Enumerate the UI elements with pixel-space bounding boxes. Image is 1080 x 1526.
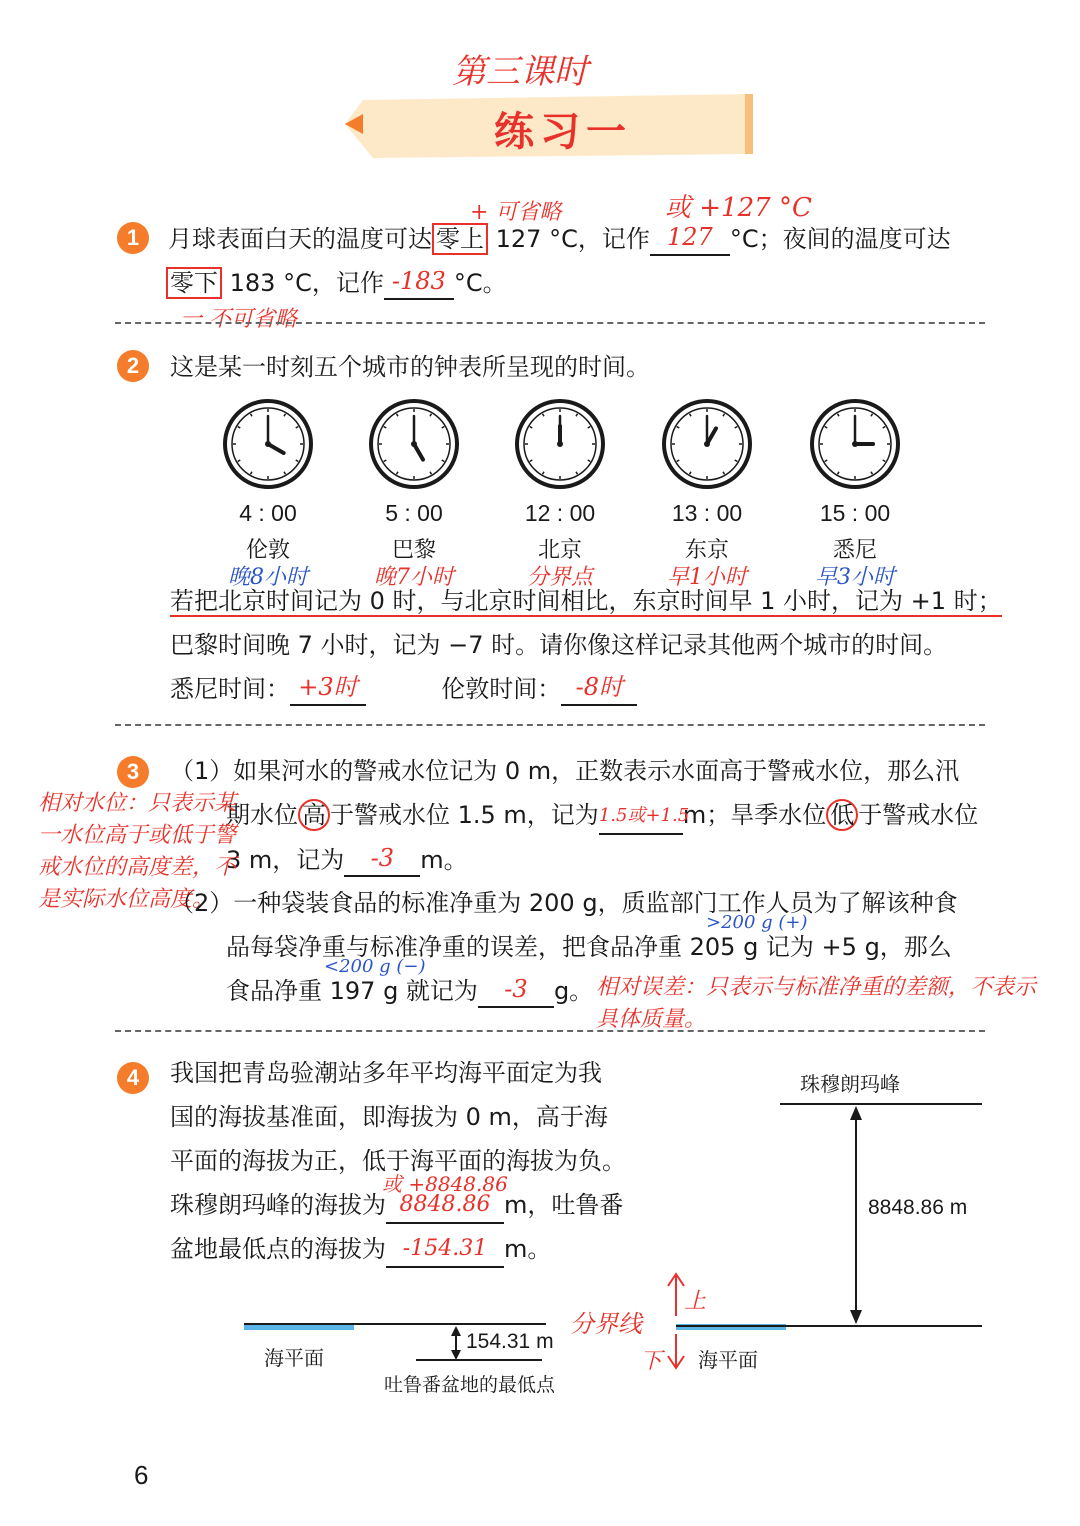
- basin-answer-blank[interactable]: -154.31: [386, 1234, 504, 1268]
- question-4-number: 4: [117, 1062, 149, 1094]
- q1-box-above-zero: 零上: [432, 223, 488, 255]
- note-divider-line: 分界线: [570, 1310, 642, 1338]
- clock-city: 伦敦: [245, 538, 290, 563]
- clock-time: 5 : 00: [385, 500, 443, 526]
- q4-line2: 国的海拔基准面，即海拔为 0 m，高于海: [170, 1103, 608, 1131]
- q2-answers: 悉尼时间： +3时 伦敦时间： -8时: [170, 674, 637, 706]
- banner-title: 练习一: [494, 108, 632, 155]
- note-or-plus-everest: 或 +8848.86: [382, 1172, 508, 1196]
- basin-depth: 154.31 m: [466, 1330, 554, 1353]
- clock-time: 13 : 00: [671, 500, 743, 526]
- clock-note: 早3小时: [815, 565, 895, 590]
- q1-answer2-blank[interactable]: -183: [384, 268, 454, 300]
- q3-answer2-blank[interactable]: -3: [344, 845, 420, 877]
- clock-city: 巴黎: [391, 538, 436, 563]
- everest-answer-blank[interactable]: 8848.86: [386, 1190, 504, 1224]
- clock-city: 北京: [537, 538, 582, 563]
- clock-note: 分界点: [526, 565, 593, 590]
- q4-line4: 珠穆朗玛峰的海拔为 8848.86 m，吐鲁番: [170, 1190, 623, 1224]
- note-plus-omit: + 可省略: [470, 200, 562, 225]
- everest-label: 珠穆朗玛峰: [800, 1072, 900, 1096]
- circle-low: 低: [826, 799, 858, 831]
- q2-intro: 这是某一时刻五个城市的钟表所呈现的时间。: [170, 353, 650, 381]
- lesson-label: 第三课时: [452, 52, 588, 92]
- q2-para1: 若把北京时间记为 0 时，与北京时间相比，东京时间早 1 小时，记为 +1 时；: [170, 587, 1002, 615]
- page-number: 6: [134, 1460, 149, 1490]
- clock-face: [222, 398, 314, 490]
- sea-level-left: 海平面: [264, 1346, 324, 1370]
- q2-para2: 巴黎时间晚 7 小时，记为 −7 时。请你像这样记录其他两个城市的时间。: [170, 631, 948, 659]
- london-answer-blank[interactable]: -8时: [561, 674, 637, 706]
- q3-answer3-blank[interactable]: -3: [478, 976, 554, 1008]
- question-1-number: 1: [117, 222, 149, 254]
- q1-line1: 月球表面白天的温度可达 零上 127 °C，记作 127 °C；夜间的温度可达: [168, 224, 951, 256]
- q1-line2: 零下 183 °C，记作 -183 °C。: [166, 268, 507, 300]
- note-relative-water-level: 相对水位：只表示某一水位高于或低于警戒水位的高度差，不是实际水位高度。: [38, 791, 237, 912]
- clock-note: 早1小时: [667, 565, 747, 590]
- clock-note: 晚7小时: [374, 565, 454, 590]
- q4-line1: 我国把青岛验潮站多年平均海平面定为我: [170, 1059, 602, 1087]
- question-2-number: 2: [117, 350, 149, 382]
- clock-face: [661, 398, 753, 490]
- sydney-answer-blank[interactable]: +3时: [290, 674, 366, 706]
- clock-note: 晚8小时: [228, 565, 308, 590]
- divider-1: [115, 322, 985, 324]
- divider-3: [115, 1030, 985, 1032]
- q4-line5: 盆地最低点的海拔为 -154.31 m。: [170, 1234, 551, 1268]
- q1-box-below-zero: 零下: [166, 267, 222, 299]
- clock-face: [809, 398, 901, 490]
- q3-answer1-blank[interactable]: 1.5或+1.5: [599, 800, 683, 835]
- note-down: 下: [640, 1349, 663, 1374]
- q3-p1-line3: 3 m，记为 -3 m。: [226, 845, 468, 877]
- q4-line3: 平面的海拔为正，低于海平面的海拔为负。: [170, 1147, 626, 1175]
- q3-p2-line2: 品每袋净重与标准净重的误差，把食品净重 205 g 记为 +5 g，那么: [226, 933, 952, 961]
- sea-level-right: 海平面: [698, 1348, 758, 1372]
- circle-high: 高: [298, 799, 330, 831]
- note-or-plus: 或 +127 °C: [665, 193, 812, 223]
- altitude-diagram: [230, 1080, 990, 1400]
- clock-time: 12 : 00: [524, 500, 596, 526]
- basin-label: 吐鲁番盆地的最低点: [384, 1374, 556, 1396]
- note-up: 上: [684, 1289, 707, 1314]
- q3-p1-line2: 期水位 高 于警戒水位 1.5 m，记为1.5或+1.5m；旱季水位 低 于警戒水位: [226, 800, 978, 835]
- clock-time: 15 : 00: [819, 500, 891, 526]
- note-relative-error: 相对误差：只表示与标准净重的差额，不表示具体质量。: [596, 975, 1037, 1032]
- q3-p2-line3: 食品净重 197 g 就记为 -3 g。: [226, 976, 593, 1008]
- clock-city: 悉尼: [832, 538, 877, 563]
- q3-p2-line1: （2）一种袋装食品的标准净重为 200 g，质监部门工作人员为了解该种食: [170, 889, 958, 917]
- clock-city: 东京: [684, 538, 729, 563]
- everest-height: 8848.86 m: [868, 1196, 968, 1219]
- q3-p1-line1: （1）如果河水的警戒水位记为 0 m，正数表示水面高于警戒水位，那么汛: [170, 757, 960, 785]
- note-minus-not-omit: 一 不可省略: [180, 307, 297, 332]
- note-less-than: <200 g (−): [324, 956, 426, 977]
- divider-2: [115, 724, 985, 726]
- question-3-number: 3: [117, 756, 149, 788]
- note-greater-than: >200 g (+): [706, 912, 808, 933]
- clock-face: [514, 398, 606, 490]
- clock-time: 4 : 00: [239, 500, 297, 526]
- clock-face: [368, 398, 460, 490]
- q1-answer1-blank[interactable]: 127: [650, 224, 730, 256]
